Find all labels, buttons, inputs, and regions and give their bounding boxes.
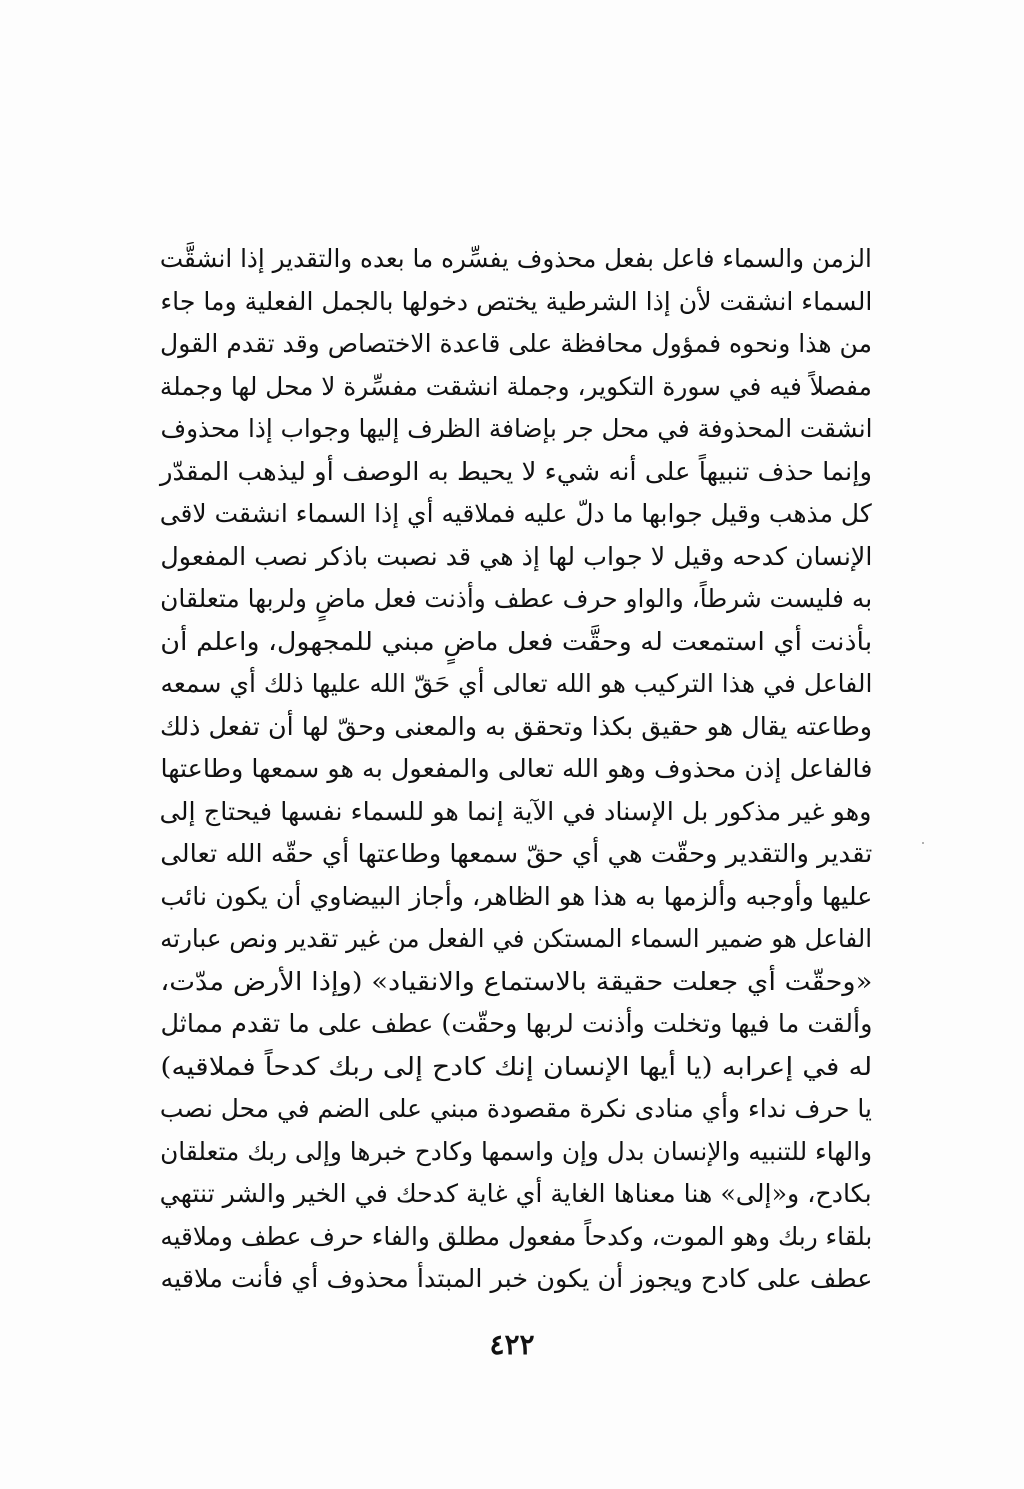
text-line: الفاعل في هذا التركيب هو الله تعالى أي حَقّ الله عليها ذلك أي سمعه (160, 669, 872, 698)
text-line: والهاء للتنبيه والإنسان بدل وإن واسمها وكادح خبرها وإلى ربك متعلقان (160, 1136, 872, 1166)
text-line: بكادح، و«إلى» هنا معناها الغاية أي غاية كدحك في الخير والشر تنتهي (160, 1179, 872, 1208)
text-line: عطف على كادح ويجوز أن يكون خبر المبتدأ محذوف أي فأنت ملاقيه (160, 1264, 872, 1293)
page-number: ٤٢٢ (489, 1328, 535, 1361)
scan-speck (922, 842, 924, 844)
text-line: له في إعرابه (يا أيها الإنسان إنك كادح إلى ربك كدحاً فملاقيه) (160, 1051, 872, 1081)
text-line: من هذا ونحوه فمؤول محافظة على قاعدة الاختصاص وقد تقدم القول (160, 329, 872, 358)
text-line: الفاعل هو ضمير السماء المستكن في الفعل من غير تقدير ونص عبارته (160, 924, 872, 953)
text-line: يا حرف نداء وأي منادى نكرة مقصودة مبني على الضم في محل نصب (160, 1094, 872, 1123)
text-line: مفصلاً فيه في سورة التكوير، وجملة انشقت مفسِّرة لا محل لها وجملة (160, 371, 872, 401)
text-line: عليها وأوجبه وألزمها به هذا هو الظاهر، وأجاز البيضاوي أن يكون نائب (160, 881, 872, 911)
text-line: وهو غير مذكور بل الإسناد في الآية إنما هو للسماء نفسها فيحتاج إلى (160, 796, 872, 826)
text-line: السماء انشقت لأن إذا الشرطية يختص دخولها بالجمل الفعلية وما جاء (160, 286, 872, 316)
text-line: الزمن والسماء فاعل بفعل محذوف يفسِّره ما بعده والتقدير إذا انشقَّت (160, 244, 872, 273)
text-line: وطاعته يقال هو حقيق بكذا وتحقق به والمعنى وحقّ لها أن تفعل ذلك (160, 711, 872, 741)
text-line: تقدير والتقدير وحقّت هي أي حقّ سمعها وطاعتها أي حقّه الله تعالى (160, 839, 872, 868)
text-line: فالفاعل إذن محذوف وهو الله تعالى والمفعول به هو سمعها وطاعتها (160, 754, 872, 783)
text-line: «وحقّت أي جعلت حقيقة بالاستماع والانقياد» (وإذا الأرض مدّت، (160, 966, 872, 996)
text-line: بأذنت أي استمعت له وحقَّت فعل ماضٍ مبني للمجهول، واعلم أن (160, 626, 872, 656)
text-line: بلقاء ربك وهو الموت، وكدحاً مفعول مطلق والفاء حرف عطف وملاقيه (160, 1221, 872, 1251)
text-line: وألقت ما فيها وتخلت وأذنت لربها وحقّت) عطف على ما تقدم مماثل (160, 1009, 872, 1038)
text-line: وإنما حذف تنبيهاً على أنه شيء لا يحيط به الوصف أو ليذهب المقدّر (160, 456, 872, 486)
text-line: الإنسان كدحه وقيل لا جواب لها إذ هي قد نصبت باذكر نصب المفعول (160, 541, 872, 571)
text-line: به فليست شرطاً، والواو حرف عطف وأذنت فعل ماضٍ ولربها متعلقان (160, 584, 872, 613)
text-line: انشقت المحذوفة في محل جر بإضافة الظرف إليها وجواب إذا محذوف (160, 414, 872, 443)
text-line: كل مذهب وقيل جوابها ما دلّ عليه فملاقيه أي إذا السماء انشقت لاقى (160, 499, 872, 528)
body-text (160, 238, 872, 1301)
